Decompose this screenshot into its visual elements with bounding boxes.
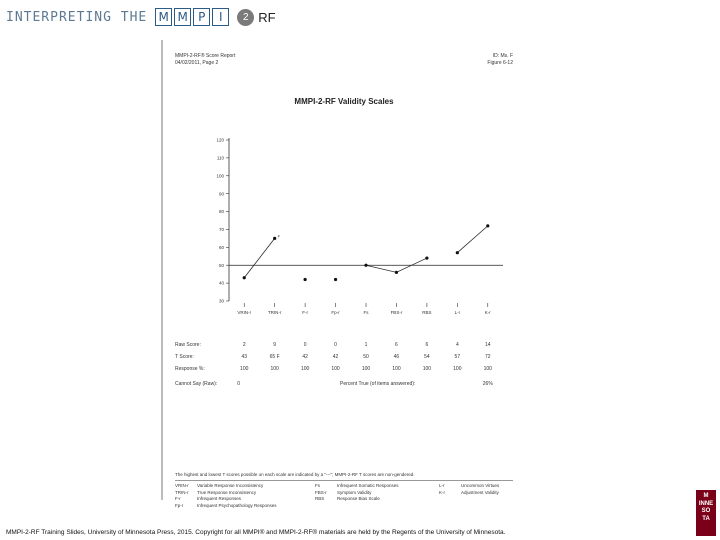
data-point <box>334 278 337 281</box>
y-tick-label: 40 <box>218 280 224 286</box>
logo-letter-m1: M <box>155 8 172 26</box>
legend-item: L-r Uncommon Virtues <box>439 483 500 488</box>
validity-scales-chart <box>163 40 525 460</box>
data-point <box>456 251 459 254</box>
y-tick-label: 70 <box>218 227 224 233</box>
score-cell: 0 <box>334 342 337 348</box>
x-tick-label: VRIN-r <box>237 310 252 315</box>
logo-letter-i: I <box>212 8 229 26</box>
x-tick-label: TRIN-r <box>267 310 282 315</box>
score-row-label: T Score: <box>175 354 194 360</box>
y-tick-label: 90 <box>218 191 224 197</box>
data-point <box>364 264 367 267</box>
score-row-label: Response %: <box>175 366 205 372</box>
x-tick-label: Fs <box>363 310 369 315</box>
x-tick-label: F-r <box>302 310 308 315</box>
score-cell: 6 <box>425 342 429 348</box>
slide-banner <box>6 6 276 28</box>
score-cell: 57 <box>454 354 461 360</box>
x-tick-label: FBS-r <box>390 310 403 315</box>
series-line <box>457 226 487 253</box>
report-date-page: 04/02/2011, Page 2 <box>175 60 219 66</box>
score-cell: 46 <box>393 354 400 360</box>
score-cell: 2 <box>242 342 246 348</box>
legend-item: F-r Infrequent Responses <box>175 496 242 501</box>
data-point <box>304 278 307 281</box>
cannot-say-label: Cannot Say (Raw): <box>175 381 218 387</box>
y-tick-label: 50 <box>218 262 224 268</box>
legend-item: FBS-r Symptom Validity <box>315 489 372 495</box>
score-cell: 65 F <box>269 354 280 360</box>
legend-column-2 <box>315 483 399 503</box>
y-tick-label: 110 <box>216 155 224 161</box>
score-cell: 6 <box>395 342 398 348</box>
logo-letter-m2: M <box>174 8 191 26</box>
legend-divider <box>175 480 513 481</box>
x-tick-label: L-r <box>454 310 461 315</box>
score-cell: 100 <box>331 366 340 372</box>
slide-footer: MMPI-2-RF Training Slides, University of Minnesota Press, 2015. Copyright for all MMPI® and MMPI-2-RF® materials are held by the Regents of the University of Minnesota. <box>6 529 506 536</box>
report-id: ID: Ms. F <box>492 53 513 59</box>
score-cell: 1 <box>364 342 368 348</box>
y-tick-label: 120 <box>216 137 224 143</box>
legend-item: RBS Response Bias Scale <box>315 496 380 501</box>
chart-title: MMPI-2-RF Validity Scales <box>294 97 394 106</box>
data-point <box>425 256 428 259</box>
score-cell: 54 <box>424 354 430 360</box>
score-cell: 100 <box>240 366 249 372</box>
logo-circle-2: 2 <box>237 9 254 26</box>
x-tick-label: RBS <box>422 310 432 315</box>
data-point <box>395 271 398 274</box>
score-report-page <box>163 40 525 508</box>
legend-footnote: The highest and lowest T scores possible on each scale are indicated by a "---"; MMPI-2-RF T scores are non-gendered. <box>175 472 415 477</box>
x-tick-label: K-r <box>484 310 491 315</box>
data-point-label: F <box>277 233 281 239</box>
cannot-say-value: 0 <box>237 381 241 387</box>
series-line <box>244 238 274 277</box>
legend-item: TRIN-r True Response Inconsistency <box>175 489 257 495</box>
score-cell: 100 <box>392 366 401 372</box>
score-cell: 100 <box>300 366 310 372</box>
score-row-label: Raw Score: <box>175 342 201 348</box>
score-cell: 42 <box>332 354 339 360</box>
score-cell: 100 <box>270 366 279 372</box>
score-cell: 100 <box>361 366 371 372</box>
score-cell: 50 <box>363 354 369 360</box>
logo-letter-p: P <box>193 8 210 26</box>
score-cell: 72 <box>484 354 491 360</box>
data-point <box>273 237 276 240</box>
university-logo: M INNE SO TA <box>696 490 716 536</box>
y-tick-label: 100 <box>216 173 224 179</box>
y-tick-label: 30 <box>218 298 224 304</box>
data-point <box>486 224 489 227</box>
legend-item: VRIN-r Variable Response Inconsistency <box>175 483 264 488</box>
x-tick-label: Fp-r <box>331 310 340 315</box>
y-tick-label: 60 <box>218 244 224 250</box>
score-cell: 43 <box>241 354 248 360</box>
score-cell: 100 <box>422 366 432 372</box>
score-cell: 9 <box>273 342 277 348</box>
score-cell: 42 <box>302 354 308 360</box>
y-tick-label: 80 <box>218 209 224 215</box>
legend-column-3 <box>439 483 499 496</box>
legend-item: Fs Infrequent Somatic Responses <box>315 483 399 488</box>
banner-title: INTERPRETING THE <box>6 9 148 25</box>
report-name: MMPI-2-RF® Score Report <box>175 53 236 59</box>
percent-true-label: Percent True (of items answered): <box>340 381 416 387</box>
score-cell: 14 <box>484 342 491 348</box>
score-cell: 4 <box>455 342 459 348</box>
score-cell: 0 <box>303 342 307 348</box>
legend-item: K-r Adjustment Validity <box>439 489 499 495</box>
data-point <box>243 276 246 279</box>
percent-true-value: 26% <box>482 381 493 387</box>
logo-rf: RF <box>258 9 276 25</box>
score-cell: 100 <box>453 366 462 372</box>
report-figure: Figure 6-12 <box>487 60 513 66</box>
legend-item: Fp-r Infrequent Psychopathology Responses <box>175 502 277 508</box>
legend-column-1 <box>175 483 277 509</box>
score-cell: 100 <box>483 366 492 372</box>
